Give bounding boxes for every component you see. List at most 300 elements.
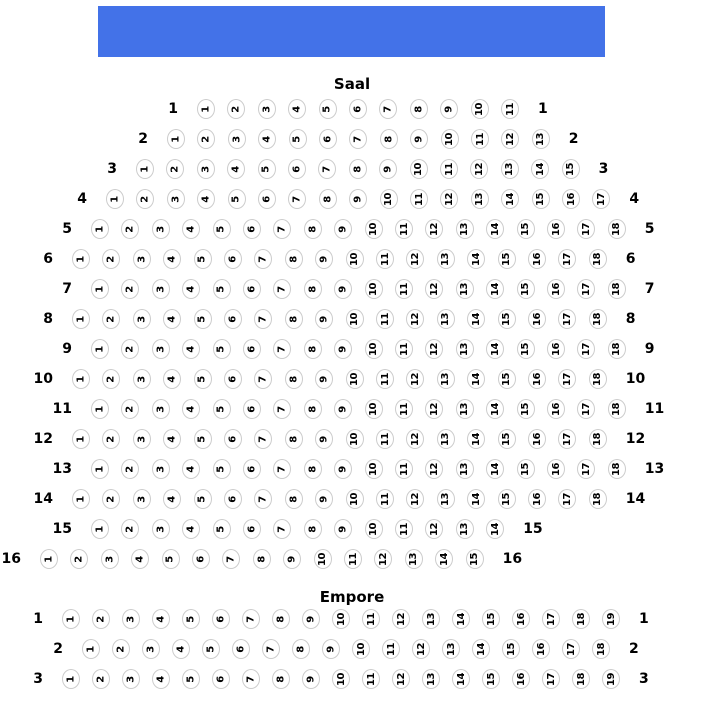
seat[interactable]	[589, 309, 607, 329]
seat[interactable]	[273, 279, 291, 299]
seat[interactable]	[112, 639, 130, 659]
seat[interactable]	[224, 309, 242, 329]
seat[interactable]	[288, 99, 306, 119]
seat[interactable]	[346, 309, 364, 329]
seat[interactable]	[577, 219, 595, 239]
seat[interactable]	[315, 249, 333, 269]
seat[interactable]	[334, 339, 352, 359]
seat[interactable]	[472, 639, 490, 659]
seat[interactable]	[532, 129, 550, 149]
seat[interactable]	[163, 489, 181, 509]
seat[interactable]	[224, 429, 242, 449]
seat[interactable]	[213, 459, 231, 479]
seat[interactable]	[405, 549, 423, 569]
seat[interactable]	[182, 279, 200, 299]
seat[interactable]	[346, 369, 364, 389]
seat[interactable]	[406, 249, 424, 269]
seat[interactable]	[528, 429, 546, 449]
seat[interactable]	[532, 639, 550, 659]
seat[interactable]	[392, 609, 410, 629]
seat[interactable]	[437, 249, 455, 269]
seat[interactable]	[283, 549, 301, 569]
seat[interactable]	[410, 99, 428, 119]
seat[interactable]	[558, 489, 576, 509]
seat[interactable]	[517, 339, 535, 359]
seat[interactable]	[334, 399, 352, 419]
seat[interactable]	[349, 189, 367, 209]
seat[interactable]	[121, 399, 139, 419]
seat[interactable]	[406, 309, 424, 329]
seat[interactable]	[304, 219, 322, 239]
seat[interactable]	[376, 309, 394, 329]
seat[interactable]	[243, 339, 261, 359]
seat[interactable]	[224, 489, 242, 509]
seat[interactable]	[410, 129, 428, 149]
seat[interactable]	[197, 159, 215, 179]
seat[interactable]	[136, 159, 154, 179]
seat[interactable]	[285, 309, 303, 329]
seat[interactable]	[501, 189, 519, 209]
seat[interactable]	[258, 129, 276, 149]
seat[interactable]	[425, 219, 443, 239]
seat[interactable]	[517, 279, 535, 299]
seat[interactable]	[243, 519, 261, 539]
seat[interactable]	[318, 159, 336, 179]
seat[interactable]	[133, 489, 151, 509]
seat[interactable]	[376, 249, 394, 269]
seat[interactable]	[197, 99, 215, 119]
seat[interactable]	[395, 219, 413, 239]
seat[interactable]	[470, 159, 488, 179]
seat[interactable]	[558, 429, 576, 449]
seat[interactable]	[254, 309, 272, 329]
seat[interactable]	[106, 189, 124, 209]
seat[interactable]	[304, 339, 322, 359]
seat[interactable]	[72, 489, 90, 509]
seat[interactable]	[456, 339, 474, 359]
seat[interactable]	[182, 219, 200, 239]
seat[interactable]	[482, 669, 500, 689]
seat[interactable]	[425, 459, 443, 479]
seat[interactable]	[163, 249, 181, 269]
seat[interactable]	[547, 339, 565, 359]
seat[interactable]	[194, 489, 212, 509]
seat[interactable]	[365, 519, 383, 539]
seat[interactable]	[163, 369, 181, 389]
seat[interactable]	[182, 339, 200, 359]
seat[interactable]	[334, 459, 352, 479]
seat[interactable]	[440, 159, 458, 179]
seat[interactable]	[437, 309, 455, 329]
seat[interactable]	[102, 489, 120, 509]
seat[interactable]	[253, 549, 271, 569]
seat[interactable]	[380, 189, 398, 209]
seat[interactable]	[589, 249, 607, 269]
seat[interactable]	[288, 189, 306, 209]
seat[interactable]	[92, 609, 110, 629]
seat[interactable]	[273, 459, 291, 479]
seat[interactable]	[471, 189, 489, 209]
seat[interactable]	[452, 609, 470, 629]
seat[interactable]	[285, 489, 303, 509]
seat[interactable]	[82, 639, 100, 659]
seat[interactable]	[62, 669, 80, 689]
seat[interactable]	[285, 249, 303, 269]
seat[interactable]	[152, 219, 170, 239]
seat[interactable]	[547, 279, 565, 299]
seat[interactable]	[102, 369, 120, 389]
seat[interactable]	[315, 429, 333, 449]
seat[interactable]	[92, 669, 110, 689]
seat[interactable]	[121, 339, 139, 359]
seat[interactable]	[467, 489, 485, 509]
seat[interactable]	[152, 279, 170, 299]
seat[interactable]	[382, 639, 400, 659]
seat[interactable]	[410, 189, 428, 209]
seat[interactable]	[602, 609, 620, 629]
seat[interactable]	[425, 399, 443, 419]
seat[interactable]	[562, 189, 580, 209]
seat[interactable]	[315, 369, 333, 389]
seat[interactable]	[102, 309, 120, 329]
seat[interactable]	[482, 609, 500, 629]
seat[interactable]	[558, 369, 576, 389]
seat[interactable]	[197, 129, 215, 149]
seat[interactable]	[258, 189, 276, 209]
seat[interactable]	[254, 369, 272, 389]
seat[interactable]	[213, 339, 231, 359]
seat[interactable]	[319, 99, 337, 119]
seat[interactable]	[242, 669, 260, 689]
seat[interactable]	[254, 429, 272, 449]
seat[interactable]	[315, 489, 333, 509]
seat[interactable]	[376, 369, 394, 389]
seat[interactable]	[498, 309, 516, 329]
seat[interactable]	[142, 639, 160, 659]
seat[interactable]	[304, 399, 322, 419]
seat[interactable]	[425, 519, 443, 539]
seat[interactable]	[349, 129, 367, 149]
seat[interactable]	[136, 189, 154, 209]
seat[interactable]	[362, 669, 380, 689]
seat[interactable]	[167, 129, 185, 149]
seat[interactable]	[608, 219, 626, 239]
seat[interactable]	[422, 669, 440, 689]
seat[interactable]	[224, 369, 242, 389]
seat[interactable]	[365, 459, 383, 479]
seat[interactable]	[589, 369, 607, 389]
seat[interactable]	[456, 459, 474, 479]
seat[interactable]	[346, 489, 364, 509]
seat[interactable]	[273, 399, 291, 419]
seat[interactable]	[365, 219, 383, 239]
seat[interactable]	[501, 129, 519, 149]
seat[interactable]	[70, 549, 88, 569]
seat[interactable]	[243, 459, 261, 479]
seat[interactable]	[467, 249, 485, 269]
seat[interactable]	[162, 549, 180, 569]
seat[interactable]	[272, 609, 290, 629]
seat[interactable]	[572, 609, 590, 629]
seat[interactable]	[121, 519, 139, 539]
seat[interactable]	[243, 399, 261, 419]
seat[interactable]	[346, 249, 364, 269]
seat[interactable]	[273, 339, 291, 359]
seat[interactable]	[152, 609, 170, 629]
seat[interactable]	[395, 279, 413, 299]
seat[interactable]	[442, 639, 460, 659]
seat[interactable]	[379, 99, 397, 119]
seat[interactable]	[285, 429, 303, 449]
seat[interactable]	[528, 249, 546, 269]
seat[interactable]	[608, 339, 626, 359]
seat[interactable]	[352, 639, 370, 659]
seat[interactable]	[102, 429, 120, 449]
seat[interactable]	[456, 219, 474, 239]
seat[interactable]	[498, 489, 516, 509]
seat[interactable]	[194, 369, 212, 389]
seat[interactable]	[528, 309, 546, 329]
seat[interactable]	[322, 639, 340, 659]
seat[interactable]	[440, 189, 458, 209]
seat[interactable]	[589, 429, 607, 449]
seat[interactable]	[304, 459, 322, 479]
seat[interactable]	[406, 369, 424, 389]
seat[interactable]	[456, 399, 474, 419]
seat[interactable]	[182, 459, 200, 479]
seat[interactable]	[213, 519, 231, 539]
seat[interactable]	[376, 489, 394, 509]
seat[interactable]	[501, 99, 519, 119]
seat[interactable]	[547, 399, 565, 419]
seat[interactable]	[167, 189, 185, 209]
seat[interactable]	[302, 609, 320, 629]
seat[interactable]	[528, 489, 546, 509]
seat[interactable]	[194, 309, 212, 329]
seat[interactable]	[172, 639, 190, 659]
seat[interactable]	[121, 279, 139, 299]
seat[interactable]	[501, 159, 519, 179]
seat[interactable]	[467, 369, 485, 389]
seat[interactable]	[292, 639, 310, 659]
seat[interactable]	[422, 609, 440, 629]
seat[interactable]	[166, 159, 184, 179]
seat[interactable]	[392, 669, 410, 689]
seat[interactable]	[512, 609, 530, 629]
seat[interactable]	[498, 429, 516, 449]
seat[interactable]	[102, 249, 120, 269]
seat[interactable]	[152, 459, 170, 479]
seat[interactable]	[258, 99, 276, 119]
seat[interactable]	[486, 519, 504, 539]
seat[interactable]	[302, 669, 320, 689]
seat[interactable]	[121, 219, 139, 239]
seat[interactable]	[62, 609, 80, 629]
seat[interactable]	[213, 279, 231, 299]
seat[interactable]	[467, 309, 485, 329]
seat[interactable]	[121, 459, 139, 479]
seat[interactable]	[486, 399, 504, 419]
seat[interactable]	[273, 219, 291, 239]
seat[interactable]	[592, 189, 610, 209]
seat[interactable]	[532, 189, 550, 209]
seat[interactable]	[72, 369, 90, 389]
seat[interactable]	[133, 369, 151, 389]
seat[interactable]	[395, 459, 413, 479]
seat[interactable]	[91, 279, 109, 299]
seat[interactable]	[304, 279, 322, 299]
seat[interactable]	[456, 519, 474, 539]
seat[interactable]	[304, 519, 322, 539]
seat[interactable]	[228, 189, 246, 209]
seat[interactable]	[558, 249, 576, 269]
seat[interactable]	[72, 309, 90, 329]
seat[interactable]	[163, 429, 181, 449]
seat[interactable]	[182, 609, 200, 629]
seat[interactable]	[437, 489, 455, 509]
seat[interactable]	[395, 339, 413, 359]
seat[interactable]	[395, 399, 413, 419]
seat[interactable]	[349, 99, 367, 119]
seat[interactable]	[212, 669, 230, 689]
seat[interactable]	[72, 249, 90, 269]
seat[interactable]	[410, 159, 428, 179]
seat[interactable]	[122, 669, 140, 689]
seat[interactable]	[131, 549, 149, 569]
seat[interactable]	[133, 429, 151, 449]
seat[interactable]	[192, 549, 210, 569]
seat[interactable]	[133, 249, 151, 269]
seat[interactable]	[528, 369, 546, 389]
seat[interactable]	[542, 609, 560, 629]
seat[interactable]	[531, 159, 549, 179]
seat[interactable]	[572, 669, 590, 689]
seat[interactable]	[406, 429, 424, 449]
seat[interactable]	[406, 489, 424, 509]
seat[interactable]	[242, 609, 260, 629]
seat[interactable]	[243, 279, 261, 299]
seat[interactable]	[91, 399, 109, 419]
seat[interactable]	[194, 429, 212, 449]
seat[interactable]	[558, 309, 576, 329]
seat[interactable]	[608, 459, 626, 479]
seat[interactable]	[91, 519, 109, 539]
seat[interactable]	[486, 459, 504, 479]
seat[interactable]	[202, 639, 220, 659]
seat[interactable]	[91, 339, 109, 359]
seat[interactable]	[486, 279, 504, 299]
seat[interactable]	[334, 519, 352, 539]
seat[interactable]	[254, 249, 272, 269]
seat[interactable]	[349, 159, 367, 179]
seat[interactable]	[227, 159, 245, 179]
seat[interactable]	[577, 339, 595, 359]
seat[interactable]	[452, 669, 470, 689]
seat[interactable]	[562, 639, 580, 659]
seat[interactable]	[152, 339, 170, 359]
seat[interactable]	[346, 429, 364, 449]
seat[interactable]	[133, 309, 151, 329]
seat[interactable]	[365, 399, 383, 419]
seat[interactable]	[374, 549, 392, 569]
seat[interactable]	[425, 339, 443, 359]
seat[interactable]	[379, 159, 397, 179]
seat[interactable]	[213, 219, 231, 239]
seat[interactable]	[471, 129, 489, 149]
seat[interactable]	[212, 609, 230, 629]
seat[interactable]	[288, 159, 306, 179]
seat[interactable]	[365, 279, 383, 299]
seat[interactable]	[437, 369, 455, 389]
seat[interactable]	[72, 429, 90, 449]
seat[interactable]	[254, 489, 272, 509]
seat[interactable]	[589, 489, 607, 509]
seat[interactable]	[467, 429, 485, 449]
seat[interactable]	[437, 429, 455, 449]
seat[interactable]	[517, 399, 535, 419]
seat[interactable]	[319, 189, 337, 209]
seat[interactable]	[471, 99, 489, 119]
seat[interactable]	[273, 519, 291, 539]
seat[interactable]	[344, 549, 362, 569]
seat[interactable]	[314, 549, 332, 569]
seat[interactable]	[547, 459, 565, 479]
seat[interactable]	[562, 159, 580, 179]
seat[interactable]	[577, 279, 595, 299]
seat[interactable]	[466, 549, 484, 569]
seat[interactable]	[213, 399, 231, 419]
seat[interactable]	[547, 219, 565, 239]
seat[interactable]	[258, 159, 276, 179]
seat[interactable]	[152, 669, 170, 689]
seat[interactable]	[243, 219, 261, 239]
seat[interactable]	[486, 339, 504, 359]
seat[interactable]	[362, 609, 380, 629]
seat[interactable]	[182, 669, 200, 689]
seat[interactable]	[456, 279, 474, 299]
seat[interactable]	[152, 519, 170, 539]
seat[interactable]	[334, 219, 352, 239]
seat[interactable]	[182, 399, 200, 419]
seat[interactable]	[380, 129, 398, 149]
seat[interactable]	[227, 99, 245, 119]
seat[interactable]	[91, 219, 109, 239]
seat[interactable]	[498, 369, 516, 389]
seat[interactable]	[441, 129, 459, 149]
seat[interactable]	[163, 309, 181, 329]
seat[interactable]	[285, 369, 303, 389]
seat[interactable]	[222, 549, 240, 569]
seat[interactable]	[395, 519, 413, 539]
seat[interactable]	[332, 609, 350, 629]
seat[interactable]	[224, 249, 242, 269]
seat[interactable]	[152, 399, 170, 419]
seat[interactable]	[486, 219, 504, 239]
seat[interactable]	[376, 429, 394, 449]
seat[interactable]	[315, 309, 333, 329]
seat[interactable]	[512, 669, 530, 689]
seat[interactable]	[577, 459, 595, 479]
seat[interactable]	[592, 639, 610, 659]
seat[interactable]	[194, 249, 212, 269]
seat[interactable]	[101, 549, 119, 569]
seat[interactable]	[40, 549, 58, 569]
seat[interactable]	[517, 219, 535, 239]
seat[interactable]	[602, 669, 620, 689]
seat[interactable]	[232, 639, 250, 659]
seat[interactable]	[608, 279, 626, 299]
seat[interactable]	[435, 549, 453, 569]
